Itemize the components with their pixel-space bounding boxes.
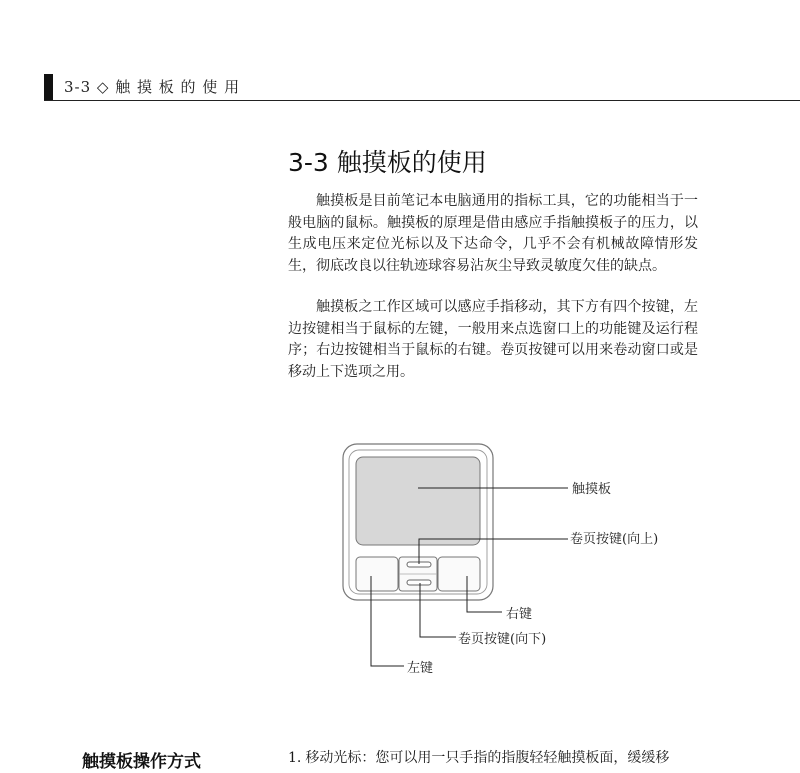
touchpad-diagram [330,440,670,680]
label-scroll-up: 卷页按键(向上) [570,532,659,547]
header-divider [44,100,800,101]
section-title: 3-3 触摸板的使用 [288,148,487,177]
operation-heading: 触摸板操作方式 [82,752,201,772]
header-marker-bar [44,74,53,101]
right-button-shape [438,557,480,591]
running-header: 3-3 ◇ 触 摸 板 的 使 用 [64,78,241,96]
label-touchpad: 触摸板 [572,482,612,497]
left-button-shape [356,557,398,591]
buttons-paragraph: 触摸板之工作区域可以感应手指移动，其下方有四个按键，左边按键相当于鼠标的左键，一般用来点选窗口上的功能键及运行程序；右边按键相当于鼠标的右键。卷页按键可以用来卷动窗口或是移动上下选项之用。 [288,299,698,380]
list-item [288,748,700,769]
label-scroll-down: 卷页按键(向下) [458,632,547,647]
touchpad-surface [356,457,480,545]
scroll-down-slot [407,580,431,585]
list-item-text: 移动光标：您可以用一只手指的指腹轻轻触摸板面，缓缓移 [305,750,670,766]
label-left-button: 左键 [407,661,434,676]
list-item-number: 1. [288,750,302,766]
label-right-button: 右键 [506,607,533,622]
intro-paragraph: 触摸板是目前笔记本电脑通用的指标工具，它的功能相当于一般电脑的鼠标。触摸板的原理是借由感应手指触摸板子的压力，以生成电压来定位光标以及下达命令，几乎不会有机械故障情形发生，彻底改良以往轨迹球容易沾灰尘导致灵敏度欠佳的缺点。 [288,193,698,274]
